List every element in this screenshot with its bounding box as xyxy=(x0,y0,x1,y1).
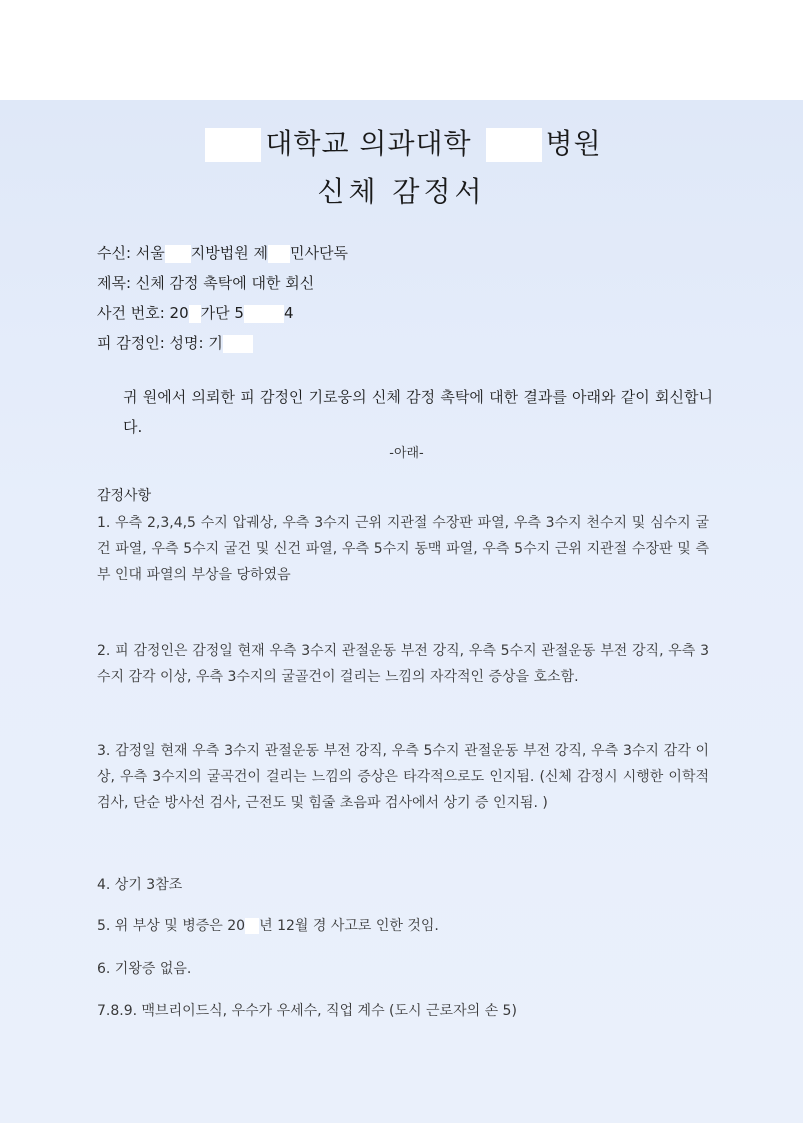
item-7-8-9: 7.8.9. 맥브리이드식, 우수가 우세수, 직업 계수 (도시 근로자의 손 5) xyxy=(97,1003,517,1019)
redaction-box xyxy=(205,128,261,162)
item-5-part2: 년 12월 경 사고로 인한 것임. xyxy=(259,918,439,934)
intro-paragraph: 귀 원에서 의뢰한 피 감정인 기로웅의 신체 감정 촉탁에 대한 결과를 아래와 같이 회신합니다. xyxy=(123,388,713,436)
case-number-line xyxy=(97,298,348,328)
item-5 xyxy=(97,913,709,939)
section-title: 감정사항 xyxy=(97,488,152,504)
redaction-box xyxy=(486,128,542,162)
redaction-box xyxy=(245,918,259,934)
recipient-label: 수신: 서울 xyxy=(97,244,165,262)
patient-line xyxy=(97,328,348,358)
document-title-hospital xyxy=(0,122,803,162)
item-2: 2. 피 감정인은 감정일 현재 우측 3수지 관절운동 부전 강직, 우측 5수지 관절운동 부전 강직, 우측 3수지 감각 이상, 우측 3수지의 굴골건이 걸리는 느낌의 자각적인 증상을 호소함. xyxy=(97,643,709,685)
recipient-court: 지방법원 제 xyxy=(190,244,269,262)
redaction-box xyxy=(165,245,191,263)
case-label: 사건 번호: 20 xyxy=(97,304,189,322)
item-3: 3. 감정일 현재 우측 3수지 관절운동 부전 강직, 우측 5수지 관절운동 부전 강직, 우측 3수지 감각 이상, 우측 3수지의 굴곡건이 걸리는 느낌의 증상은 타각적으로도 인지됨. (신체 감정시 시행한 이학적 검사, 단순 방사선 검사, 근전도 및 힘줄 초음파 검사에서 상기 증 인지됨. ) xyxy=(97,743,709,811)
below-marker: -아래- xyxy=(389,446,424,461)
header-block xyxy=(97,238,348,358)
item-5-part1: 5. 위 부상 및 병증은 20 xyxy=(97,918,246,934)
item-6: 6. 기왕증 없음. xyxy=(97,961,192,977)
subject-line: 제목: 신체 감정 촉탁에 대한 회신 xyxy=(97,274,315,292)
recipient-division: 민사단독 xyxy=(290,244,348,262)
recipient-line xyxy=(97,238,348,268)
case-end: 4 xyxy=(283,304,294,322)
redaction-box xyxy=(244,305,284,323)
case-mid: 가단 5 xyxy=(200,304,244,322)
title-hospital: 병원 xyxy=(545,127,602,160)
redaction-box xyxy=(268,245,290,263)
patient-label: 피 감정인: 성명: 기 xyxy=(97,334,223,352)
title-university: 대학교 의과대학 xyxy=(265,127,472,160)
redaction-box xyxy=(223,335,253,353)
document-title: 신체 감정서 xyxy=(317,175,486,208)
redaction-box xyxy=(189,305,201,323)
item-4: 4. 상기 3참조 xyxy=(97,877,183,893)
item-1: 1. 우측 2,3,4,5 수지 압궤상, 우측 3수지 근위 지관절 수장판 파열, 우측 3수지 천수지 및 심수지 굴건 파열, 우측 5수지 굴건 및 신건 파열, 우측 5수지 동맥 파열, 우측 5수지 근위 지관절 수장판 및 측부 인대 파열의 부상을 당하였음 xyxy=(97,515,709,583)
